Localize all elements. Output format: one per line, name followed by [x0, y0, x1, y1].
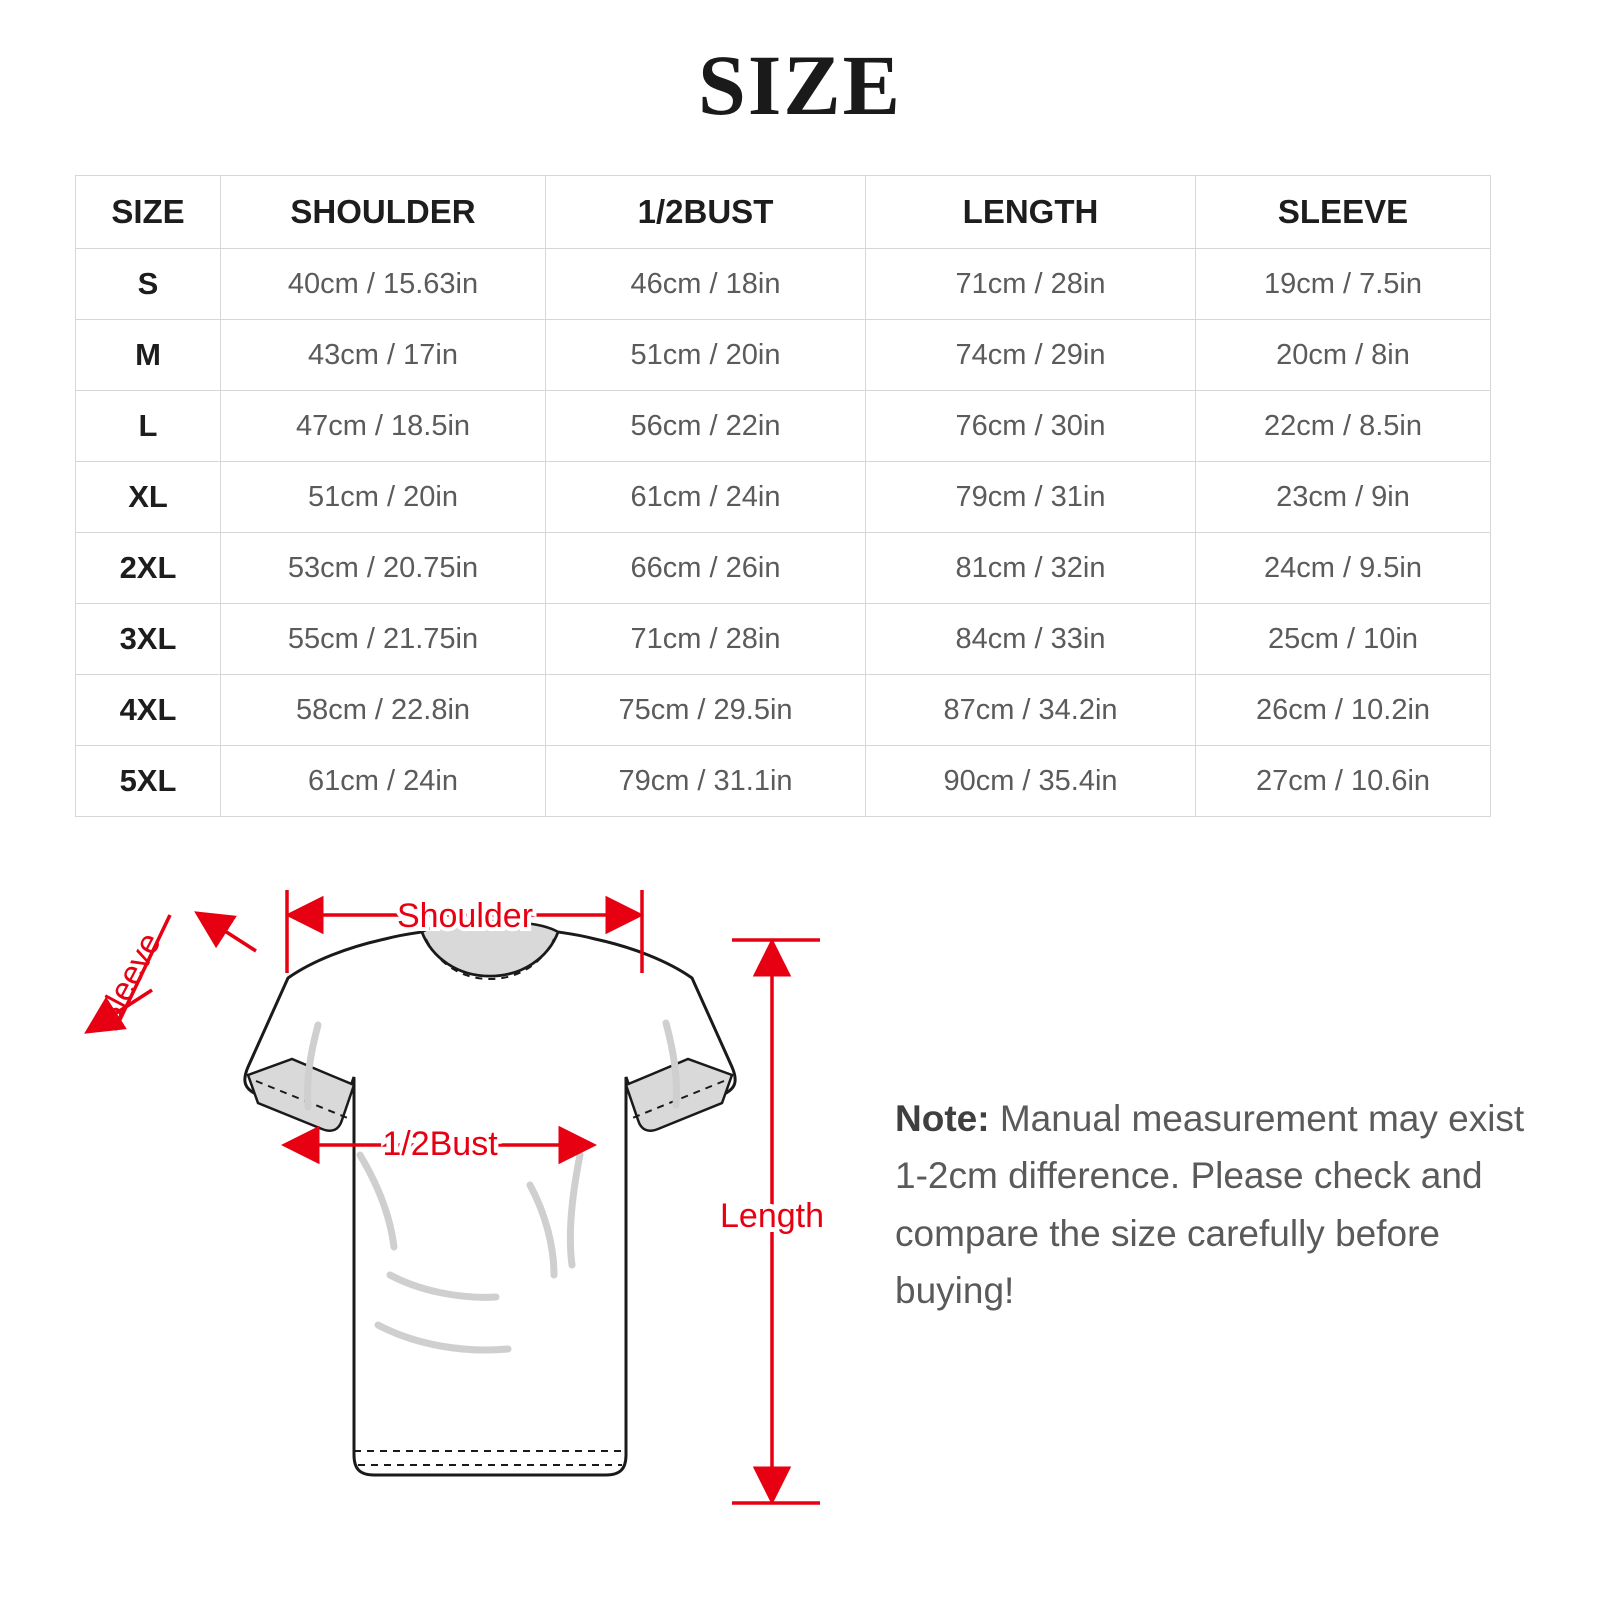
cell-sleeve: 25cm / 10in: [1196, 604, 1491, 675]
cell-shoulder: 43cm / 17in: [221, 320, 546, 391]
cell-size: L: [76, 391, 221, 462]
column-header-size: SIZE: [76, 176, 221, 249]
tshirt-measurement-diagram: [60, 855, 860, 1555]
cell-shoulder: 47cm / 18.5in: [221, 391, 546, 462]
table-row: [76, 746, 1491, 817]
cell-bust: 66cm / 26in: [546, 533, 866, 604]
cell-bust: 61cm / 24in: [546, 462, 866, 533]
cell-sleeve: 19cm / 7.5in: [1196, 249, 1491, 320]
table-row: [76, 462, 1491, 533]
cell-sleeve: 24cm / 9.5in: [1196, 533, 1491, 604]
page-title: SIZE: [697, 37, 903, 133]
cell-size: M: [76, 320, 221, 391]
cell-length: 71cm / 28in: [866, 249, 1196, 320]
note-block: [895, 1090, 1535, 1319]
length-label: Length: [720, 1197, 824, 1235]
cell-length: 87cm / 34.2in: [866, 675, 1196, 746]
note-label: Note:: [895, 1098, 990, 1139]
column-header-bust: 1/2BUST: [546, 176, 866, 249]
cell-bust: 79cm / 31.1in: [546, 746, 866, 817]
cell-length: 84cm / 33in: [866, 604, 1196, 675]
cell-bust: 51cm / 20in: [546, 320, 866, 391]
cell-size: 5XL: [76, 746, 221, 817]
table-row: [76, 604, 1491, 675]
cell-size: XL: [76, 462, 221, 533]
cell-sleeve: 26cm / 10.2in: [1196, 675, 1491, 746]
cell-length: 74cm / 29in: [866, 320, 1196, 391]
cell-size: S: [76, 249, 221, 320]
table-row: [76, 249, 1491, 320]
cell-shoulder: 61cm / 24in: [221, 746, 546, 817]
cell-shoulder: 53cm / 20.75in: [221, 533, 546, 604]
table-row: [76, 391, 1491, 462]
cell-length: 90cm / 35.4in: [866, 746, 1196, 817]
cell-length: 79cm / 31in: [866, 462, 1196, 533]
cell-sleeve: 23cm / 9in: [1196, 462, 1491, 533]
sleeve-label: Sleeve: [87, 926, 168, 1033]
column-header-length: LENGTH: [866, 176, 1196, 249]
cell-shoulder: 40cm / 15.63in: [221, 249, 546, 320]
cell-shoulder: 55cm / 21.75in: [221, 604, 546, 675]
cell-bust: 56cm / 22in: [546, 391, 866, 462]
column-header-shoulder: SHOULDER: [221, 176, 546, 249]
bust-label: 1/2Bust: [382, 1125, 498, 1163]
table-header-row: [76, 176, 1491, 249]
shoulder-label: Shoulder: [396, 897, 534, 935]
cell-size: 2XL: [76, 533, 221, 604]
cell-shoulder: 58cm / 22.8in: [221, 675, 546, 746]
cell-bust: 71cm / 28in: [546, 604, 866, 675]
tshirt-illustration: [245, 932, 735, 1475]
cell-sleeve: 27cm / 10.6in: [1196, 746, 1491, 817]
note-text: Manual measurement may exist 1-2cm difference. Please check and compare the size carefully before buying!: [895, 1098, 1525, 1312]
table-row: [76, 320, 1491, 391]
cell-size: 3XL: [76, 604, 221, 675]
cell-bust: 75cm / 29.5in: [546, 675, 866, 746]
cell-sleeve: 20cm / 8in: [1196, 320, 1491, 391]
cell-length: 76cm / 30in: [866, 391, 1196, 462]
cell-size: 4XL: [76, 675, 221, 746]
cell-bust: 46cm / 18in: [546, 249, 866, 320]
cell-sleeve: 22cm / 8.5in: [1196, 391, 1491, 462]
size-table: [75, 175, 1491, 817]
table-row: [76, 675, 1491, 746]
cell-shoulder: 51cm / 20in: [221, 462, 546, 533]
cell-length: 81cm / 32in: [866, 533, 1196, 604]
column-header-sleeve: SLEEVE: [1196, 176, 1491, 249]
table-row: [76, 533, 1491, 604]
